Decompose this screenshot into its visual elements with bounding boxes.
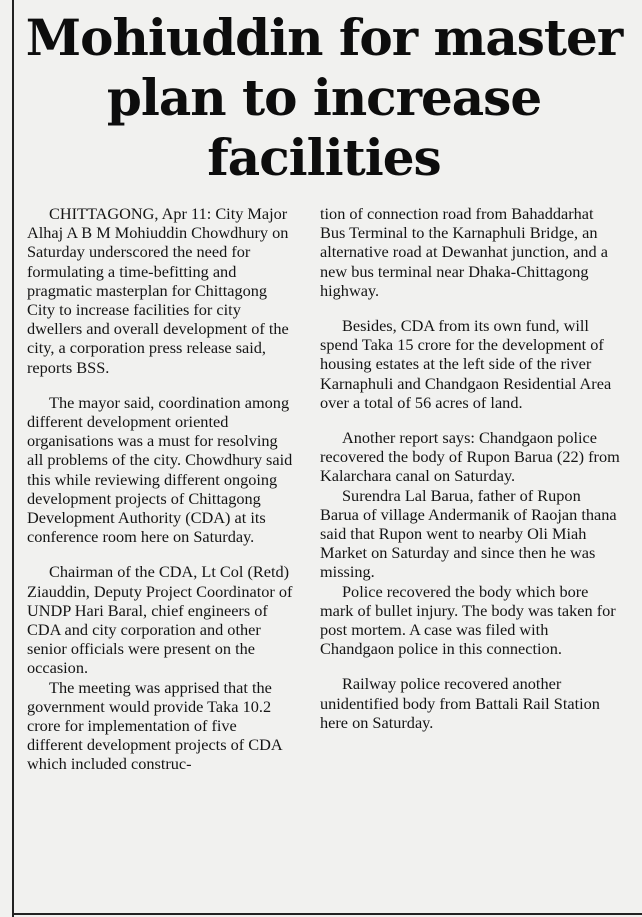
paragraph-continuation: tion of connection road from Bahaddarhat Bus Terminal to the Karnaphuli Bridge, an alternative road at Dewanhat junction, and a new bus terminal near Dhaka-Chittagong highway. — [320, 204, 608, 300]
paragraph-dateline: CHITTAGONG, Apr 11: City Major Alhaj A B M Mohiuddin Chowdhury on Saturday underscored the need for formulating a time-befitting and pragmatic masterplan for Chittagong City to increase facilities for city dwellers and overall development of the city, a corporation press release said, reports BSS. — [27, 204, 289, 377]
paragraph-father-statement: Surendra Lal Barua, father of Rupon Barua of village Andermanik of Raojan thana said that Rupon went to nearby Oli Miah Market on Saturday and since then he was missing. — [320, 485, 617, 582]
headline-line-2: plan to increase — [106, 68, 542, 127]
paragraph-housing-estates: Besides, CDA from its own fund, will spend Taka 15 crore for the development of housing estates at the left side of the river Karnaphuli and Chandgaon Residential Area over a total of 56 acres of land. — [320, 316, 612, 412]
headline — [16, 8, 632, 188]
column-rule-bottom — [12, 913, 642, 915]
column-rule-left — [12, 0, 14, 917]
paragraph-meeting-apprised: The meeting was apprised that the government would provide Taka 10.2 crore for implementation of five different development projects of CDA which included construc- — [27, 677, 282, 774]
article-column-right — [320, 204, 622, 732]
paragraph-mayor-said: The mayor said, coordination among different development oriented organisations was a must for resolving all problems of the city. Chowdhury said this while reviewing different ongoing development projects of Chittagong Development Authority (CDA) at its conference room here on Saturday. — [27, 392, 293, 547]
paragraph-railway-police: Railway police recovered another unidentified body from Battali Rail Station here on Saturday. — [320, 674, 600, 732]
headline-line-1: Mohiuddin for master — [25, 8, 623, 67]
article-column-left — [27, 204, 295, 774]
headline-line-3: facilities — [207, 128, 441, 187]
paragraph-police-recovered: Police recovered the body which bore mark of bullet injury. The body was taken for post mortem. A case was filed with Chandgaon police in this connection. — [320, 581, 616, 659]
paragraph-another-report: Another report says: Chandgaon police recovered the body of Rupon Barua (22) from Kalarchara canal on Saturday. — [320, 428, 620, 486]
paragraph-attendees: Chairman of the CDA, Lt Col (Retd) Ziauddin, Deputy Project Coordinator of UNDP Hari Baral, chief engineers of CDA and city corporation and other senior officials were present on the occasion. — [27, 562, 293, 678]
